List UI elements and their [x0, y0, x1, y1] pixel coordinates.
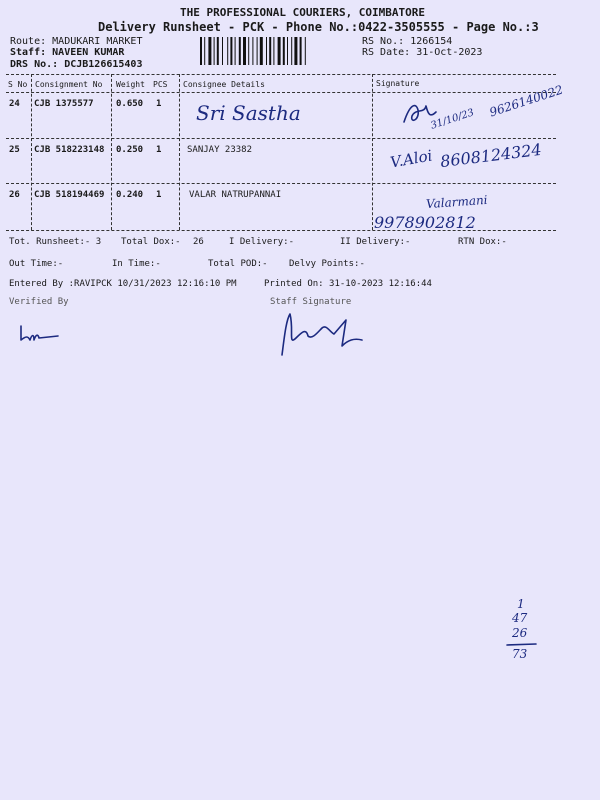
drs-value: DCJB126615403 — [64, 59, 143, 70]
signature-date: 31/10/23 — [429, 107, 476, 132]
row-sno: 24 — [9, 99, 20, 109]
col-header-pcs: PCS — [153, 80, 168, 89]
col-header-signature: Signature — [376, 79, 420, 88]
signature-phone: 9626140022 — [487, 82, 565, 120]
route-value: MADUKARI MARKET — [52, 36, 143, 47]
column-divider — [179, 74, 180, 230]
margin-note: 26 — [512, 626, 528, 640]
rs-no-value: 1266154 — [410, 36, 453, 47]
margin-note: 1 — [517, 597, 525, 611]
row-pcs: 1 — [156, 145, 162, 155]
tot-runsheet: Tot. Runsheet:- 3 — [9, 237, 102, 247]
company-name: THE PROFESSIONAL COURIERS, COIMBATORE — [180, 6, 426, 19]
row-consignee: VALAR NATRUPANNAI — [189, 190, 282, 200]
entered-by: Entered By :RAVIPCK 10/31/2023 12:16:10 PM — [9, 279, 237, 289]
col-header-consignment: Consignment No — [35, 80, 103, 89]
delvy-points: Delvy Points:- — [289, 259, 365, 269]
total-dox-value: 26 — [193, 237, 204, 247]
column-divider — [31, 74, 32, 230]
signature-name: Valarmani — [425, 192, 488, 212]
row-consignment: CJB 518223148 — [34, 145, 105, 155]
rs-date-label: RS Date: — [362, 47, 411, 58]
drs-label: DRS No.: — [10, 59, 59, 70]
row-sno: 25 — [9, 145, 20, 155]
row-sno: 26 — [9, 190, 20, 200]
verified-by: Verified By — [9, 297, 69, 307]
row-weight: 0.650 — [116, 99, 144, 109]
row-weight: 0.240 — [116, 190, 144, 200]
signature-phone: 8608124324 — [439, 139, 543, 172]
row-pcs: 1 — [156, 99, 162, 109]
barcode — [200, 37, 352, 65]
staff-line — [10, 47, 124, 58]
col-header-sno: S No — [8, 80, 28, 89]
row-consignment: CJB 1375577 — [34, 99, 94, 109]
in-time: In Time:- — [112, 259, 161, 269]
rs-date-line — [362, 47, 482, 58]
route-label: Route: — [10, 36, 47, 47]
row-consignee: SANJAY 23382 — [187, 145, 253, 155]
table-top-rule — [6, 74, 556, 75]
rs-no-line — [362, 36, 452, 47]
total-pod: Total POD:- — [208, 259, 268, 269]
col-header-consignee: Consignee Details — [183, 80, 265, 89]
col-header-weight: Weight — [116, 80, 145, 89]
row-pcs: 1 — [156, 190, 162, 200]
out-time: Out Time:- — [9, 259, 64, 269]
drs-line — [10, 59, 142, 70]
margin-note: 73 — [512, 647, 528, 661]
row-divider — [6, 183, 556, 184]
printed-on: Printed On: 31-10-2023 12:16:44 — [264, 279, 432, 289]
ii-delivery: II Delivery:- — [340, 237, 411, 247]
column-divider — [372, 74, 373, 230]
rtn-dox: RTN Dox:- — [458, 237, 507, 247]
verifier-signature — [18, 324, 62, 344]
row-consignment: CJB 518194469 — [34, 190, 105, 200]
handwritten-consignee: Sri Sastha — [196, 101, 301, 125]
column-divider — [111, 74, 112, 230]
row-weight: 0.250 — [116, 145, 144, 155]
total-dox-label: Total Dox:- — [121, 237, 181, 247]
runsheet-subtitle: Delivery Runsheet - PCK - Phone No.:0422-3505555 - Page No.:3 — [98, 20, 539, 34]
margin-note: 47 — [512, 611, 528, 625]
route-line — [10, 36, 142, 47]
table-header-rule — [6, 92, 556, 93]
staff-signature — [272, 310, 364, 360]
staff-signature-label: Staff Signature — [270, 297, 352, 307]
signature-phone: 9978902812 — [374, 213, 476, 232]
rs-no-label: RS No.: — [362, 36, 405, 47]
row-divider — [6, 138, 556, 139]
signature-name: V.Aloi — [388, 146, 434, 172]
staff-label: Staff: — [10, 47, 47, 58]
staff-value: NAVEEN KUMAR — [52, 47, 125, 58]
rs-date-value: 31-Oct-2023 — [416, 47, 483, 58]
i-delivery: I Delivery:- — [229, 237, 295, 247]
